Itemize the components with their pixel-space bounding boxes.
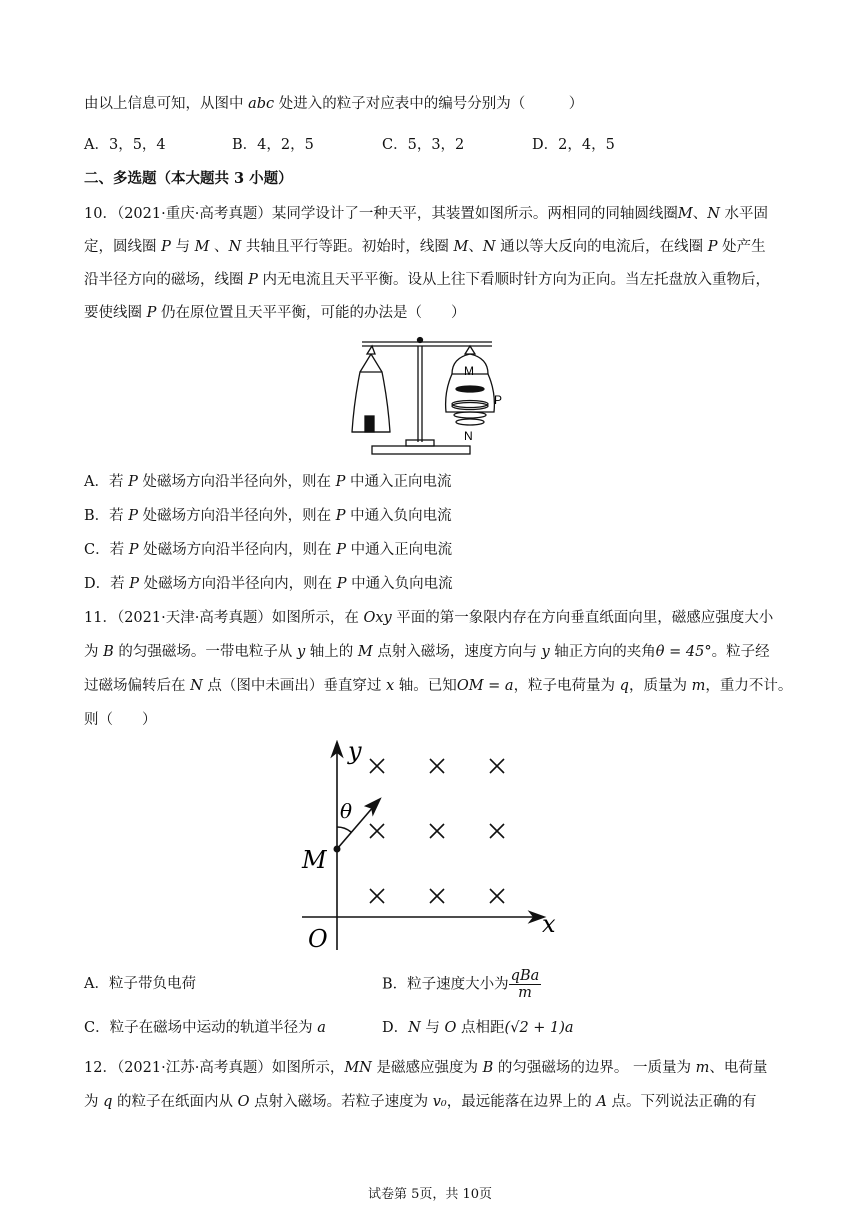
origin-label: O [308, 925, 328, 953]
q9-conclusion: 由以上信息可知，从图中 abc 处进入的粒子对应表中的编号分别为（ ） [84, 96, 584, 112]
label-p: P [494, 393, 503, 407]
angle-theta-label: θ [340, 799, 353, 823]
axis-y-label: y [348, 740, 362, 765]
label-m: M [464, 364, 474, 378]
balance-figure [340, 332, 520, 462]
label-n: N [464, 429, 473, 443]
q10-option-d: D．若 P 处磁场方向沿半径向内，则在 P 中通入负向电流 [84, 576, 453, 592]
q12-line-2: 为 q 的粒子在纸面内从 O 点射入磁场。若粒子速度为 v₀，最远能落在边界上的 A 点。下列说法正确的有 [84, 1094, 757, 1110]
magnetic-field-figure [296, 740, 566, 954]
q11-option-c: C．粒子在磁场中运动的轨道半径为 a [84, 1020, 326, 1036]
q10-line-1: 10．（2021·重庆·高考真题）某同学设计了一种天平，其装置如图所示。两相同的同轴圆线圈M、N 水平固 [84, 206, 768, 222]
section-title: 二、多选题（本大题共 3 小题） [84, 170, 293, 187]
axis-x-label: x [542, 910, 556, 938]
page-footer: 试卷第 5页，共 10页 [367, 1187, 493, 1202]
q12-line-1: 12．（2021·江苏·高考真题）如图所示，MN 是磁感应强度为 B 的匀强磁场的边界。 一质量为 m、电荷量 [84, 1060, 768, 1076]
q11-option-a: A．粒子带负电荷 [84, 976, 196, 992]
q9-option-c: C．5，3，2 [382, 137, 465, 153]
q10-option-b: B．若 P 处磁场方向沿半径向外，则在 P 中通入负向电流 [84, 508, 452, 524]
q11-option-d: D．N 与 O 点相距(√2 + 1)a [382, 1020, 574, 1036]
q10-line-3: 沿半径方向的磁场，线圈 P 内无电流且天平平衡。设从上往下看顺时针方向为正向。当左托盘放入重物后， [84, 272, 770, 288]
q11-line-2: 为 B 的匀强磁场。一带电粒子从 y 轴上的 M 点射入磁场，速度方向与 y 轴正方向的夹角θ = 45°。粒子经 [84, 644, 770, 660]
q10-line-2: 定，圆线圈 P 与 M 、N 共轴且平行等距。初始时，线圈 M、N 通以等大反向的电流后，在线圈 P 处产生 [84, 239, 766, 255]
speed-fraction: $\frac{\text{qBa}}{m}$ [510, 968, 540, 1001]
q10-option-c: C．若 P 处磁场方向沿半径向内，则在 P 中通入正向电流 [84, 542, 453, 558]
q11-line-1: 11．（2021·天津·高考真题）如图所示，在 Oxy 平面的第一象限内存在方向垂直纸面向里，磁感应强度大小 [84, 610, 774, 626]
q10-option-a: A．若 P 处磁场方向沿半径向外，则在 P 中通入正向电流 [84, 474, 452, 490]
q9-option-a: A．3，5，4 [84, 137, 166, 153]
q10-line-4: 要使线圈 P 仍在原位置且天平平衡，可能的办法是（ ） [84, 305, 466, 321]
q9-option-b: B．4，2，5 [232, 137, 314, 153]
point-m-label: M [302, 846, 327, 874]
q9-option-d: D．2，4，5 [532, 137, 615, 153]
q11-option-b: B．粒子速度大小为 $\frac{\text{qBa}}{m}$ [382, 968, 540, 1001]
point-m [334, 846, 341, 853]
q11-line-3: 过磁场偏转后在 N 点（图中未画出）垂直穿过 x 轴。已知OM = a，粒子电荷量为 q，质量为 m，重力不计。 [84, 678, 793, 694]
q11-line-4: 则（ ） [84, 712, 157, 728]
